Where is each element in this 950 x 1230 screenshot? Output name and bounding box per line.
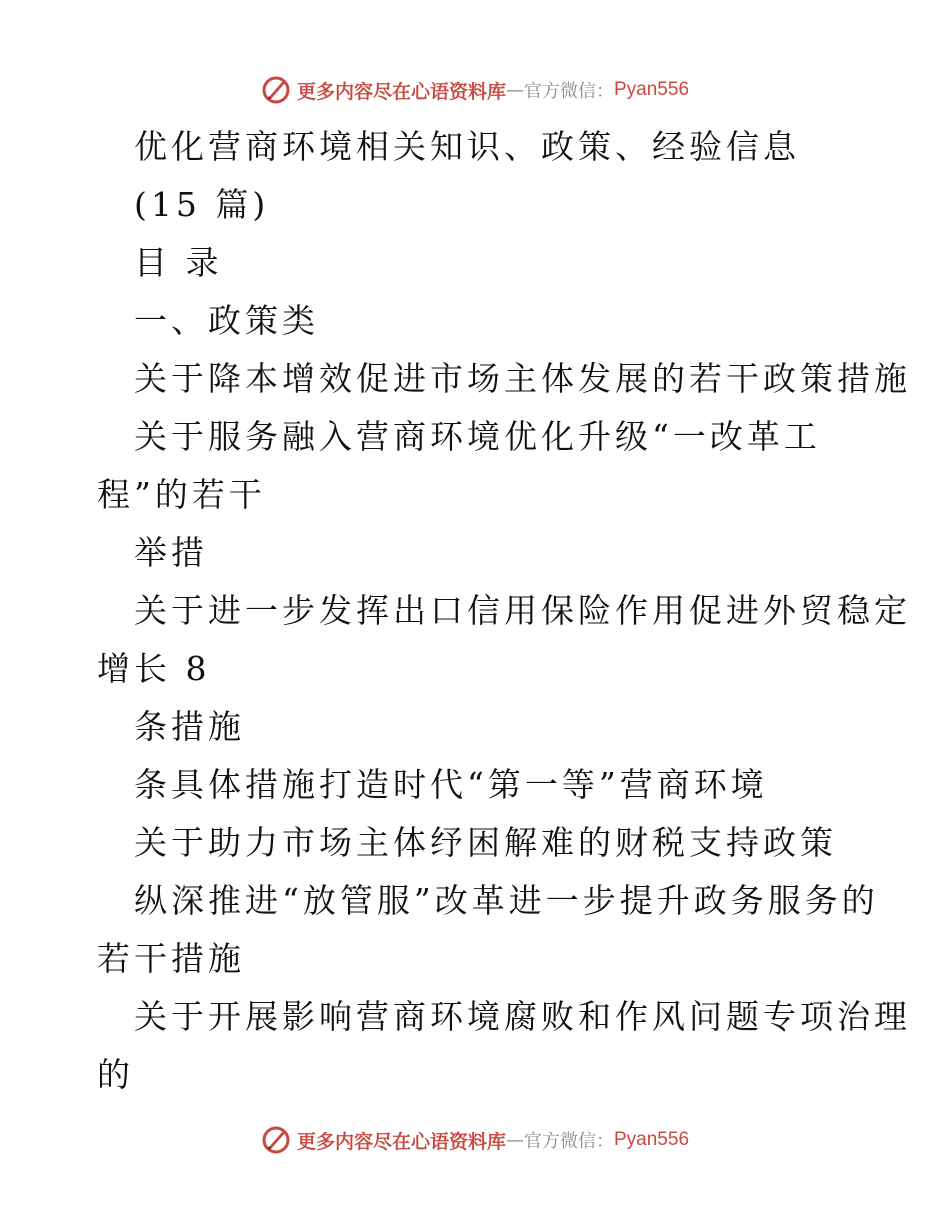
toc-item-continued: 增长 8: [97, 649, 211, 688]
watermark-wechat-id: Pyan556: [614, 79, 690, 100]
toc-item-continued: 条措施: [134, 707, 245, 746]
toc-item-continued: 若干措施: [97, 939, 245, 978]
toc-item: 关于服务融入营商环境优化升级“一改革工: [134, 417, 821, 456]
toc-item: 关于降本增效促进市场主体发展的若干政策措施: [134, 359, 911, 398]
toc-item: 条具体措施打造时代“第一等”营商环境: [134, 765, 768, 804]
footer-watermark: [0, 1120, 950, 1160]
watermark-label: 官方微信：: [524, 1131, 614, 1152]
watermark-brand-text: 更多内容尽在心语资料库: [296, 1130, 506, 1153]
toc-heading: 目 录: [134, 243, 223, 282]
section-heading: 一、政策类: [134, 301, 319, 340]
watermark-dash: —: [506, 1129, 524, 1151]
toc-item-continued: 程”的若干: [97, 475, 266, 514]
quill-pen-seal-icon: [261, 75, 291, 105]
watermark-dash: —: [506, 79, 524, 101]
toc-item: 关于助力市场主体纾困解难的财税支持政策: [134, 823, 837, 862]
quill-pen-seal-icon: [261, 1125, 291, 1155]
header-watermark: [0, 70, 950, 110]
document-title: 优化营商环境相关知识、政策、经验信息: [134, 127, 800, 166]
toc-item-continued: 的: [97, 1055, 134, 1094]
toc-item: 关于开展影响营商环境腐败和作风问题专项治理: [134, 997, 911, 1036]
watermark-label: 官方微信：: [524, 81, 614, 102]
watermark-wechat-id: Pyan556: [614, 1129, 690, 1150]
document-count: (15 篇): [134, 185, 270, 224]
toc-item-continued: 举措: [134, 533, 208, 572]
toc-item: 纵深推进“放管服”改革进一步提升政务服务的: [134, 881, 879, 920]
toc-item: 关于进一步发挥出口信用保险作用促进外贸稳定: [134, 591, 911, 630]
watermark-brand-text: 更多内容尽在心语资料库: [296, 80, 506, 103]
